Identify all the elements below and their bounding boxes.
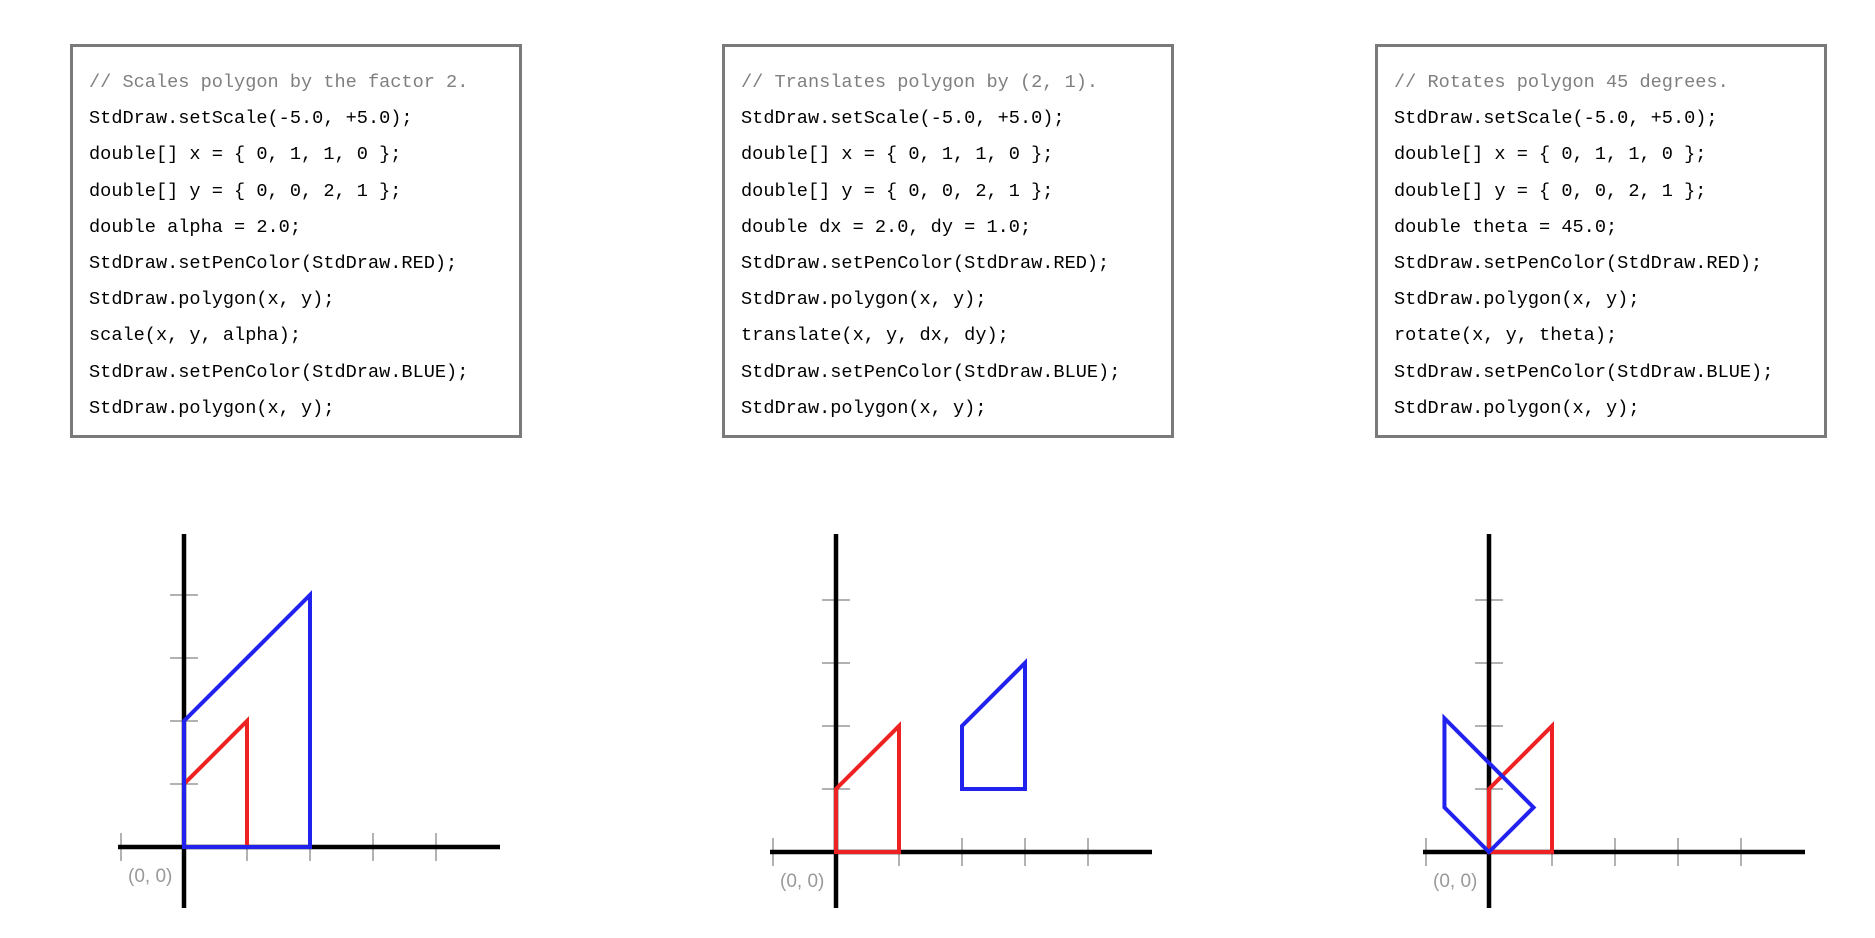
code-box-rotate xyxy=(1375,44,1827,438)
code-line: StdDraw.polygon(x, y); xyxy=(89,289,335,311)
code-line: StdDraw.setPenColor(StdDraw.RED); xyxy=(89,253,458,275)
code-line: StdDraw.polygon(x, y); xyxy=(1394,397,1640,419)
code-line: double dx = 2.0, dy = 1.0; xyxy=(741,216,1032,238)
code-line: StdDraw.setScale(-5.0, +5.0); xyxy=(741,108,1065,130)
code-line: double[] y = { 0, 0, 2, 1 }; xyxy=(741,180,1054,202)
origin-label: (0, 0) xyxy=(780,871,825,892)
diagram-translate xyxy=(652,520,1277,920)
code-line: StdDraw.polygon(x, y); xyxy=(741,289,987,311)
code-comment: // Translates polygon by (2, 1). xyxy=(741,72,1099,93)
code-line: double alpha = 2.0; xyxy=(89,216,302,238)
code-line: rotate(x, y, theta); xyxy=(1394,325,1618,347)
code-line: StdDraw.setPenColor(StdDraw.BLUE); xyxy=(741,361,1121,383)
code-line: StdDraw.setPenColor(StdDraw.BLUE); xyxy=(1394,361,1774,383)
code-line: StdDraw.polygon(x, y); xyxy=(741,397,987,419)
code-line: StdDraw.setScale(-5.0, +5.0); xyxy=(89,108,413,130)
code-line: StdDraw.polygon(x, y); xyxy=(89,397,335,419)
code-line: double[] x = { 0, 1, 1, 0 }; xyxy=(1394,144,1707,166)
origin-label: (0, 0) xyxy=(128,866,173,887)
origin-label: (0, 0) xyxy=(1433,871,1478,892)
translated-polygon xyxy=(962,663,1025,789)
code-line: double[] x = { 0, 1, 1, 0 }; xyxy=(741,144,1054,166)
panel-rotate xyxy=(1305,0,1875,938)
code-line: double[] x = { 0, 1, 1, 0 }; xyxy=(89,144,402,166)
code-line: StdDraw.setPenColor(StdDraw.RED); xyxy=(1394,253,1763,275)
code-line: double[] y = { 0, 0, 2, 1 }; xyxy=(89,180,402,202)
code-line: double[] y = { 0, 0, 2, 1 }; xyxy=(1394,180,1707,202)
code-box-scale xyxy=(70,44,522,438)
code-comment: // Rotates polygon 45 degrees. xyxy=(1394,72,1729,93)
code-line: scale(x, y, alpha); xyxy=(89,325,302,347)
panel-scale xyxy=(0,0,625,938)
diagram-rotate xyxy=(1305,520,1875,920)
panel-translate xyxy=(652,0,1277,938)
code-comment: // Scales polygon by the factor 2. xyxy=(89,72,469,93)
code-line: double theta = 45.0; xyxy=(1394,216,1618,238)
code-line: StdDraw.polygon(x, y); xyxy=(1394,289,1640,311)
code-line: StdDraw.setScale(-5.0, +5.0); xyxy=(1394,108,1718,130)
code-box-translate xyxy=(722,44,1174,438)
code-line: translate(x, y, dx, dy); xyxy=(741,325,1009,347)
diagram-scale xyxy=(0,520,625,920)
code-line: StdDraw.setPenColor(StdDraw.RED); xyxy=(741,253,1110,275)
code-line: StdDraw.setPenColor(StdDraw.BLUE); xyxy=(89,361,469,383)
